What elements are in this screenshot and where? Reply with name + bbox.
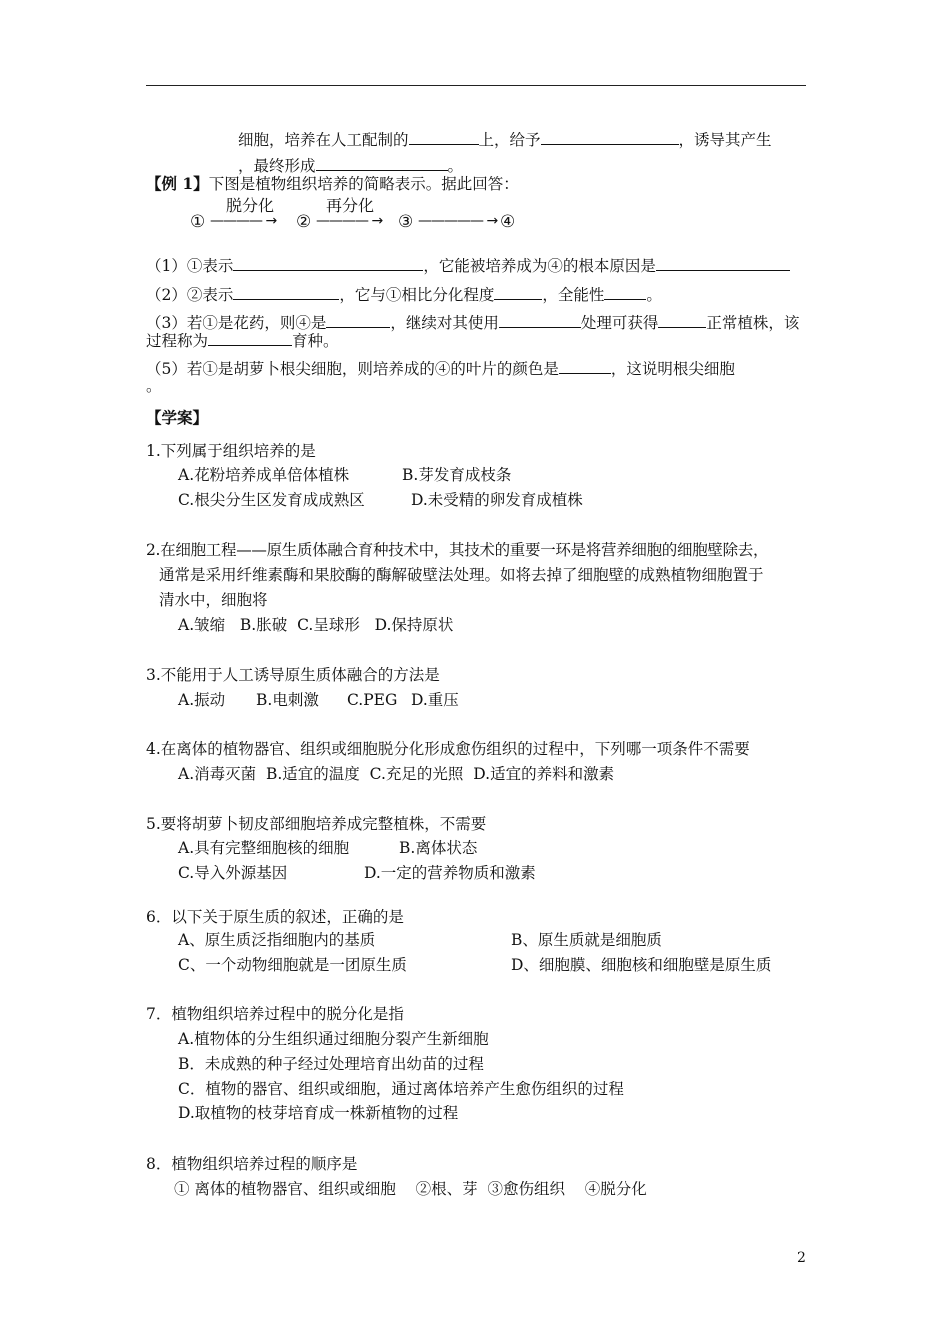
question-8-items	[174, 1179, 647, 1199]
text-segment: 正常植株，该	[706, 314, 800, 332]
answer-blank	[658, 311, 706, 328]
question-3-option-c: C.PEG	[347, 691, 398, 709]
answer-blank	[233, 254, 423, 271]
question-8-item-4: ④脱分化	[584, 1180, 647, 1198]
answer-blank	[541, 128, 679, 145]
example-q2	[146, 283, 662, 305]
arrow-icon: ———— →	[316, 213, 383, 229]
question-1-option-c: C.根尖分生区发育成成熟区	[178, 491, 365, 509]
question-7-option-b: B．未成熟的种子经过处理培育出幼苗的过程	[178, 1055, 484, 1073]
question-2-stem-line1: 2.在细胞工程——原生质体融合育种技术中，其技术的重要一环是将营养细胞的细胞壁除去，	[146, 541, 769, 559]
text-segment: ，它与①相比分化程度	[339, 286, 495, 304]
diagram-node-4: ④	[500, 212, 516, 232]
answer-blank	[499, 311, 581, 328]
culture-diagram	[190, 196, 530, 236]
question-6-stem: 6．以下关于原生质的叙述，正确的是	[146, 908, 404, 926]
text-segment: （2）②表示	[146, 286, 234, 304]
question-1-option-d: D.未受精的卵发育成植株	[411, 491, 583, 509]
question-8-item-2: ②根、芽	[415, 1180, 478, 1198]
diagram-node-2: ②	[296, 212, 312, 232]
question-1-stem: 1.下列属于组织培养的是	[146, 442, 316, 460]
example-label: 【例 1】	[146, 174, 209, 193]
continuation-line-2	[238, 154, 463, 176]
question-6-option-d: D、细胞膜、细胞核和细胞壁是原生质	[511, 956, 772, 974]
text-segment: 。	[447, 157, 464, 175]
question-2-option-c: C.呈球形	[297, 616, 360, 634]
text-segment: 处理可获得	[580, 314, 659, 332]
answer-blank	[559, 357, 611, 374]
question-7-stem: 7．植物组织培养过程中的脱分化是指	[146, 1005, 404, 1023]
answer-blank	[656, 254, 790, 271]
diagram-label-dedifferentiation: 脱分化	[226, 196, 275, 215]
example-q1	[146, 254, 790, 276]
question-2-option-b: B.胀破	[239, 616, 288, 634]
text-segment: ，最终形成	[238, 157, 316, 175]
question-5-option-c: C.导入外源基因	[178, 864, 288, 882]
question-5-option-a: A.具有完整细胞核的细胞	[178, 839, 350, 857]
text-segment: ，诱导其产生	[678, 131, 772, 149]
text-segment: （3）若①是花药，则④是	[146, 314, 327, 332]
arrow-icon: ———— →	[210, 213, 277, 229]
question-4-options	[178, 764, 614, 784]
question-3-option-d: D.重压	[411, 691, 459, 709]
question-7-option-d: D.取植物的枝芽培育成一株新植物的过程	[178, 1104, 459, 1122]
text-segment: 过程称为	[146, 332, 209, 350]
question-2-stem-line3: 清水中，细胞将	[159, 591, 268, 609]
question-4-option-d: D.适宜的养料和激素	[473, 765, 615, 783]
question-6-option-b: B、原生质就是细胞质	[511, 931, 662, 949]
question-8-item-3: ③愈伤组织	[487, 1180, 566, 1198]
example-heading	[146, 174, 519, 194]
question-5-stem: 5.要将胡萝卜韧皮部细胞培养成完整植株，不需要	[146, 815, 487, 833]
question-2-options	[178, 615, 453, 635]
answer-blank	[233, 283, 339, 300]
answer-blank	[208, 329, 292, 346]
question-3-option-a: A.振动	[178, 691, 226, 709]
text-segment: ，全能性	[542, 286, 605, 304]
page-number: 2	[797, 1250, 806, 1266]
question-2-option-d: D.保持原状	[374, 616, 454, 634]
question-5-option-d: D.一定的营养物质和激素	[364, 864, 536, 882]
question-1-option-a: A.花粉培养成单倍体植株	[178, 466, 350, 484]
text-segment: ，它能被培养成为④的根本原因是	[423, 257, 656, 275]
question-6-option-c: C、一个动物细胞就是一团原生质	[178, 956, 407, 974]
question-2-stem-line2: 通常是采用纤维素酶和果胶酶的酶解破壁法处理。如将去掉了细胞壁的成熟植物细胞置于	[159, 566, 764, 584]
question-8-item-1: ① 离体的植物器官、组织或细胞	[174, 1180, 396, 1198]
example-q5-line1	[146, 357, 735, 379]
text-segment: 细胞，培养在人工配制的	[238, 131, 409, 149]
diagram-node-1: ①	[190, 212, 206, 232]
question-3-stem: 3.不能用于人工诱导原生质体融合的方法是	[146, 666, 440, 684]
text-segment: （1）①表示	[146, 257, 234, 275]
header-rule	[146, 85, 806, 86]
arrow-icon: ————— →	[418, 213, 498, 229]
question-4-option-c: C.充足的光照	[369, 765, 464, 783]
section-title: 【学案】	[146, 408, 209, 427]
text-segment: （5）若①是胡萝卜根尖细胞，则培养成的④的叶片的颜色是	[146, 360, 559, 378]
text-segment: ，这说明根尖细胞	[610, 360, 735, 378]
answer-blank	[326, 311, 390, 328]
question-5-option-b: B.离体状态	[399, 839, 478, 857]
question-7-option-c: C．植物的器官、组织或细胞，通过离体培养产生愈伤组织的过程	[178, 1080, 624, 1098]
question-7-option-a: A.植物体的分生组织通过细胞分裂产生新细胞	[178, 1030, 489, 1048]
answer-blank	[604, 283, 646, 300]
question-3-option-b: B.电刺激	[256, 691, 319, 709]
question-4-option-b: B.适宜的温度	[265, 765, 360, 783]
text-segment: 。	[646, 286, 662, 304]
text-segment: 上，给予	[478, 131, 541, 149]
diagram-node-3: ③	[398, 212, 414, 232]
answer-blank	[409, 128, 479, 145]
text-segment: ，继续对其使用	[390, 314, 499, 332]
continuation-line-1	[238, 128, 772, 150]
question-4-stem: 4.在离体的植物器官、组织或细胞脱分化形成愈伤组织的过程中，下列哪一项条件不需要	[146, 740, 750, 758]
question-2-option-a: A.皱缩	[178, 616, 226, 634]
text-segment: 育种。	[292, 332, 339, 350]
question-4-option-a: A.消毒灭菌	[178, 765, 257, 783]
example-q5-line2: 。	[146, 377, 162, 395]
example-intro: 下图是植物组织培养的简略表示。据此回答：	[208, 175, 519, 193]
question-8-stem: 8．植物组织培养过程的顺序是	[146, 1155, 358, 1173]
question-1-option-b: B.芽发育成枝条	[402, 466, 512, 484]
question-6-option-a: A、原生质泛指细胞内的基质	[178, 931, 376, 949]
answer-blank	[494, 283, 542, 300]
diagram-label-redifferentiation: 再分化	[326, 196, 375, 215]
example-q3-line2	[146, 329, 339, 351]
answer-blank	[316, 154, 448, 171]
